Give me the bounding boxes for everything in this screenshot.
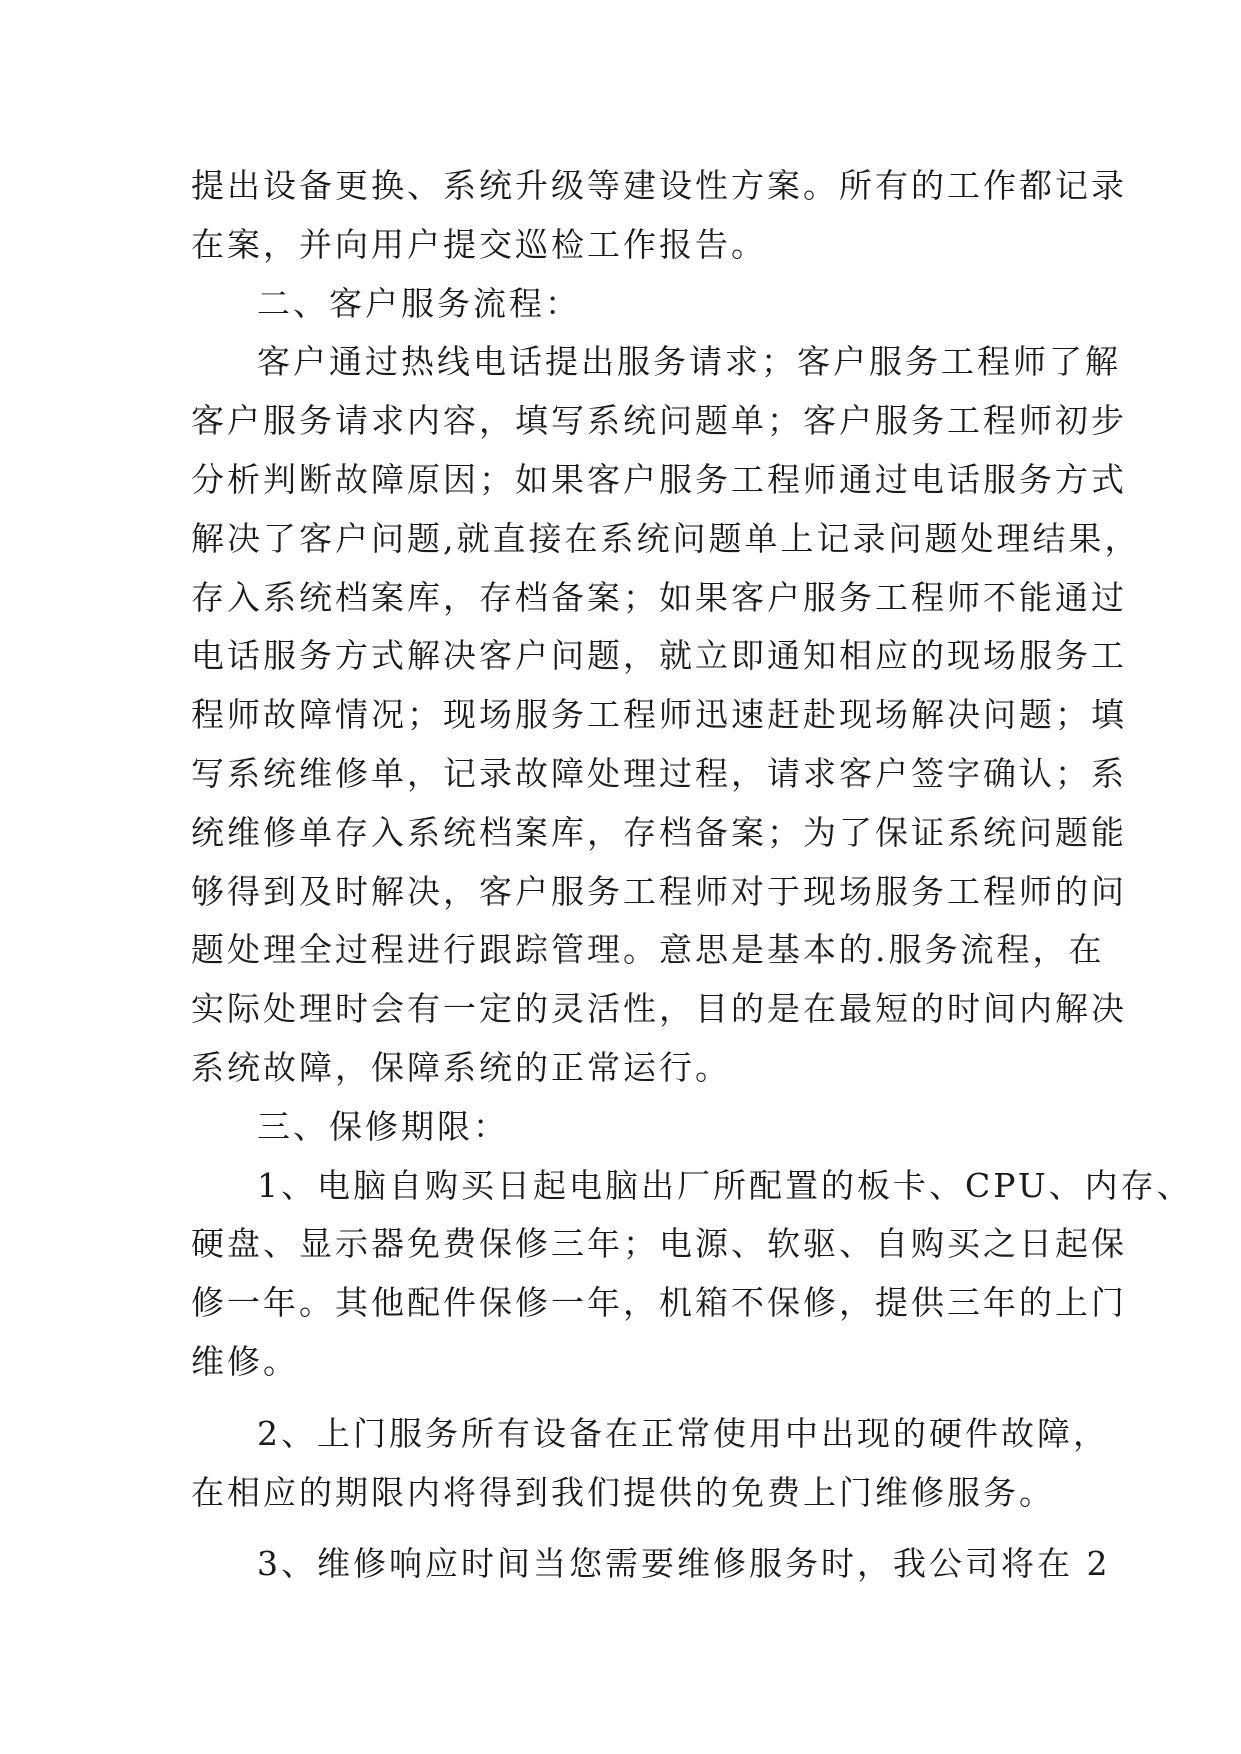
paragraph-warranty-item-2 (191, 1405, 1109, 1523)
paragraph-continuation (191, 157, 1127, 275)
text-line: 系统故障，保障系统的正常运行。 (191, 1047, 731, 1087)
document-body (191, 157, 1193, 1594)
text-line: 硬盘、显示器免费保修三年；电源、软驱、自购买之日起保 (191, 1224, 1127, 1264)
text-line: 够得到及时解决，客户服务工程师对于现场服务工程师的问 (191, 871, 1127, 911)
heading-line: 三、保修期限： (257, 1106, 509, 1146)
text-line: 实际处理时会有一定的灵活性，目的是在最短的时间内解决 (191, 989, 1127, 1029)
text-line: 1、电脑自购买日起电脑出厂所配置的板卡、CPU、内存、 (257, 1165, 1193, 1205)
text-line: 程师故障情况；现场服务工程师迅速赶赴现场解决问题；填 (191, 695, 1127, 735)
text-line: 在相应的期限内将得到我们提供的免费上门维修服务。 (191, 1472, 1055, 1512)
section-heading-customer-service-process (191, 275, 1053, 334)
text-line: 写系统维修单，记录故障处理过程，请求客户签字确认；系 (191, 753, 1127, 793)
paragraph-service-process (191, 333, 1141, 1097)
text-line: 提出设备更换、系统升级等建设性方案。所有的工作都记录 (191, 166, 1127, 205)
text-line: 解决了客户问题,就直接在系统问题单上记录问题处理结果， (191, 518, 1141, 558)
paragraph-warranty-item-3 (191, 1535, 1111, 1594)
section-heading-warranty-period (191, 1098, 1053, 1157)
text-line: 维修。 (191, 1341, 299, 1381)
text-line: 分析判断故障原因；如果客户服务工程师通过电话服务方式 (191, 459, 1127, 499)
text-line: 在案，并向用户提交巡检工作报告。 (191, 224, 767, 264)
paragraph-gap (191, 1522, 1053, 1535)
text-line: 2、上门服务所有设备在正常使用中出现的硬件故障， (257, 1413, 1109, 1453)
text-line: 客户服务请求内容，填写系统问题单；客户服务工程师初步 (191, 401, 1127, 441)
text-line: 电话服务方式解决客户问题，就立即通知相应的现场服务工 (191, 636, 1127, 676)
heading-line: 二、客户服务流程： (257, 283, 581, 323)
text-line: 存入系统档案库，存档备案；如果客户服务工程师不能通过 (191, 577, 1127, 617)
text-line: 题处理全过程进行跟踪管理。意思是基本的.服务流程，在 (191, 930, 1105, 970)
text-line: 修一年。其他配件保修一年，机箱不保修，提供三年的上门 (191, 1283, 1127, 1323)
paragraph-warranty-item-1 (191, 1157, 1193, 1392)
text-line: 统维修单存入系统档案库，存档备案；为了保证系统问题能 (191, 812, 1127, 852)
text-line: 客户通过热线电话提出服务请求；客户服务工程师了解 (257, 342, 1121, 382)
text-line: 3、维修响应时间当您需要维修服务时，我公司将在 2 (257, 1544, 1111, 1584)
paragraph-gap (191, 1392, 1053, 1405)
